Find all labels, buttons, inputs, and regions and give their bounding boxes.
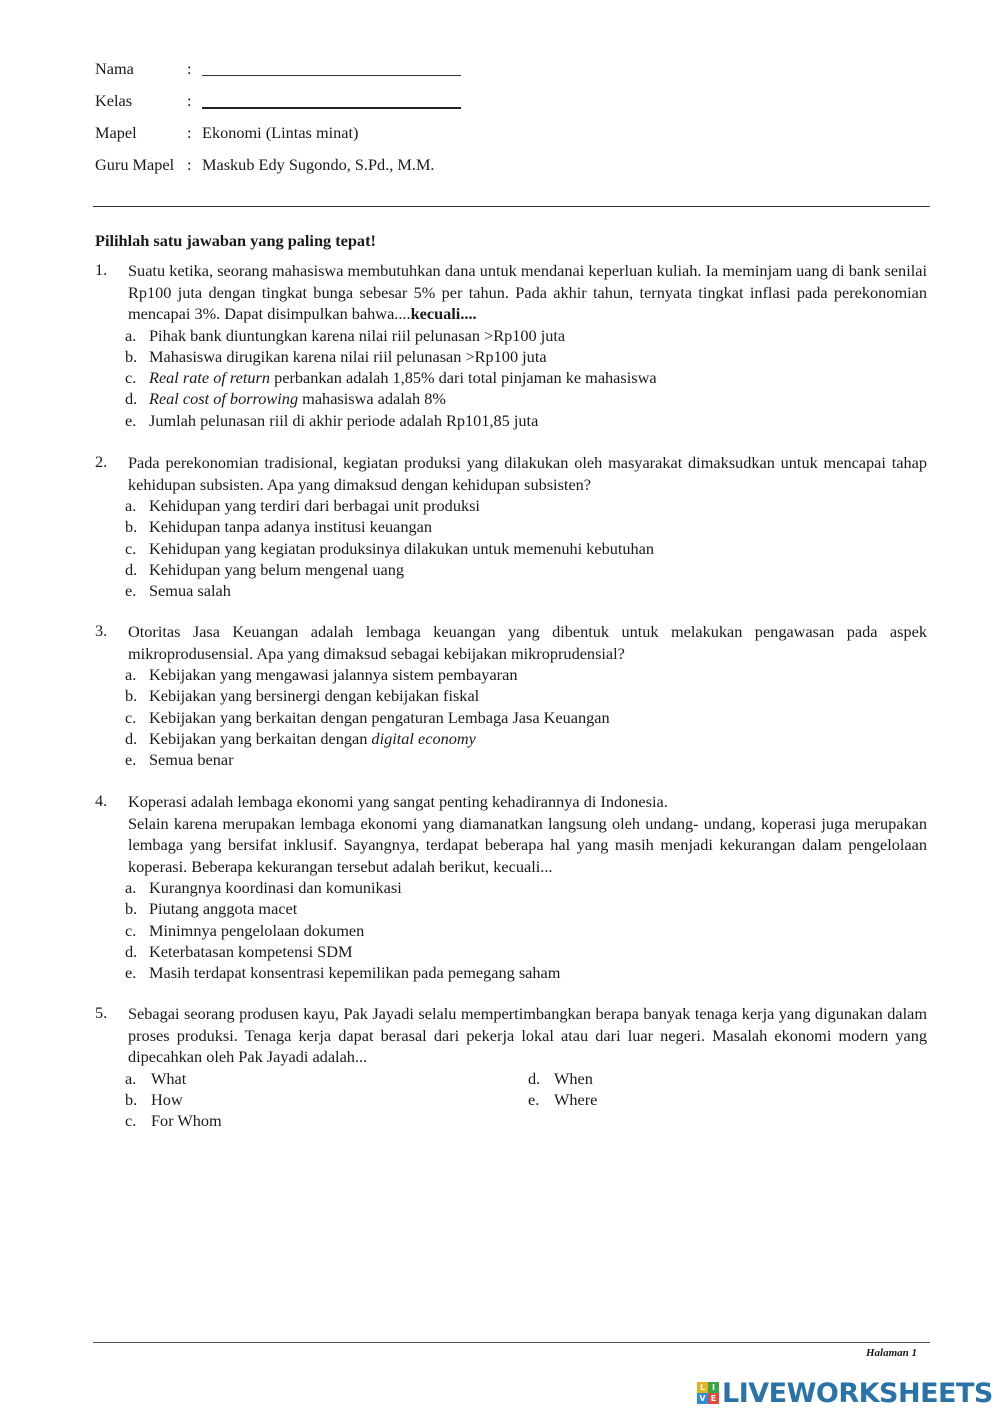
option-b[interactable]: b. Mahasiswa dirugikan karena nilai riil pelunasan >Rp100 juta xyxy=(125,346,547,366)
option-e[interactable]: e. Masih terdapat konsentrasi kepemilikan pada pemegang saham xyxy=(125,963,561,983)
option-c[interactable]: c. Kehidupan yang kegiatan produksinya dilakukan untuk memenuhi kebutuhan xyxy=(125,538,655,558)
field-label: Nama xyxy=(95,59,134,78)
field-mapel xyxy=(95,123,515,145)
question-number: 3. xyxy=(95,621,108,640)
footer-divider xyxy=(93,1342,930,1343)
option-b[interactable]: b. Piutang anggota macet xyxy=(125,899,298,919)
option-d[interactable]: d. When xyxy=(528,1068,593,1088)
question-5 xyxy=(95,1003,927,1132)
field-colon: : xyxy=(187,59,192,78)
question-number: 5. xyxy=(95,1003,108,1022)
question-4 xyxy=(95,791,927,983)
option-b[interactable]: b. Kebijakan yang bersinergi dengan kebijakan fiskal xyxy=(125,686,480,706)
question-1 xyxy=(95,260,927,431)
field-colon: : xyxy=(187,91,192,110)
option-a[interactable]: a. Kurangnya koordinasi dan komunikasi xyxy=(125,878,402,897)
liveworksheets-logo-icon: L I V E xyxy=(697,1382,719,1404)
option-c[interactable]: c. Minimnya pengelolaan dokumen xyxy=(125,920,365,940)
field-label: Kelas xyxy=(95,91,133,110)
option-b[interactable]: b. Kehidupan tanpa adanya institusi keuangan xyxy=(125,517,433,537)
options-list xyxy=(125,877,927,983)
options-grid xyxy=(125,1068,927,1132)
question-number: 1. xyxy=(95,260,108,279)
field-nama xyxy=(95,59,515,81)
options-list xyxy=(125,495,927,601)
option-a[interactable]: a. Pihak bank diuntungkan karena nilai riil pelunasan >Rp100 juta xyxy=(125,325,566,345)
field-label: Mapel xyxy=(95,123,137,142)
kelas-blank-line[interactable] xyxy=(202,107,461,109)
field-value: Maskub Edy Sugondo, S.Pd., M.M. xyxy=(202,155,435,174)
header-divider xyxy=(93,206,930,207)
option-d[interactable]: d. Real cost of borrowing mahasiswa adalah 8% xyxy=(125,389,446,409)
field-guru-mapel xyxy=(95,155,515,177)
question-number: 2. xyxy=(95,452,108,471)
question-stem: Otoritas Jasa Keuangan adalah lembaga keuangan yang dibentuk untuk melakukan pengawasan pada aspek mikroprodusensial. Apa yang dimaksud sebagai kebijakan mikroprudensial? xyxy=(128,622,927,663)
question-3 xyxy=(95,621,927,770)
option-a[interactable]: a. Kebijakan yang mengawasi jalannya sistem pembayaran xyxy=(125,665,518,684)
option-e[interactable]: e. Semua salah xyxy=(125,581,231,601)
option-d[interactable]: d. Kebijakan yang berkaitan dengan digital economy xyxy=(125,728,476,748)
option-d[interactable]: d. Keterbatasan kompetensi SDM xyxy=(125,941,353,961)
field-value: Ekonomi (Lintas minat) xyxy=(202,123,359,142)
options-list xyxy=(125,664,927,770)
option-b[interactable]: b. How xyxy=(125,1089,183,1109)
question-stem-intro: Koperasi adalah lembaga ekonomi yang sangat penting kehadirannya di Indonesia. xyxy=(128,792,668,811)
option-c[interactable]: c. Real rate of return perbankan adalah 1,85% dari total pinjaman ke mahasiswa xyxy=(125,368,657,388)
question-number: 4. xyxy=(95,791,108,810)
option-a[interactable]: a. Kehidupan yang terdiri dari berbagai unit produksi xyxy=(125,496,480,515)
option-e[interactable]: e. Jumlah pelunasan riil di akhir periode adalah Rp101,85 juta xyxy=(125,410,539,430)
option-e[interactable]: e. Where xyxy=(528,1089,598,1109)
option-c[interactable]: c. For Whom xyxy=(125,1110,222,1130)
question-stem: Suatu ketika, seorang mahasiswa membutuhkan dana untuk mendanai keperluan kuliah. Ia meminjam uang di bank senilai Rp100 juta dengan tingkat bunga sebesar 5% per tahun. Pada akhir tahun, ternyata tingkat inflasi pada perekonomian mencapai 3%. Dapat disimpulkan bahwa....kecuali.... xyxy=(128,261,927,323)
field-colon: : xyxy=(187,155,192,174)
option-a[interactable]: a. What xyxy=(125,1068,187,1088)
option-c[interactable]: c. Kebijakan yang berkaitan dengan pengaturan Lembaga Jasa Keuangan xyxy=(125,707,610,727)
liveworksheets-brand xyxy=(697,1378,993,1408)
options-list xyxy=(125,325,927,431)
question-stem: Sebagai seorang produsen kayu, Pak Jayadi selalu mempertimbangkan berapa banyak tenaga kerja yang digunakan dalam proses produksi. Tenaga kerja dapat berasal dari pekerja lokal atau dari luar negeri. Masalah ekonomi modern yang dipecahkan oleh Pak Jayadi adalah... xyxy=(128,1004,927,1066)
option-d[interactable]: d. Kehidupan yang belum mengenal uang xyxy=(125,559,404,579)
question-2 xyxy=(95,452,927,601)
question-stem: Pada perekonomian tradisional, kegiatan produksi yang dilakukan oleh masyarakat dimaksudkan untuk mencapai tahap kehidupan subsisten. Apa yang dimaksud dengan kehidupan subsisten? xyxy=(128,453,927,494)
field-colon: : xyxy=(187,123,192,142)
question-stem: Selain karena merupakan lembaga ekonomi yang diamanatkan langsung oleh undang- undang, koperasi juga merupakan lembaga yang bersifat inklusif. Sayangnya, terdapat beberapa hal yang masih menjadi kekurangan dalam pengelolaan koperasi. Beberapa kekurangan tersebut adalah berikut, kecuali... xyxy=(128,813,927,876)
nama-blank-line[interactable] xyxy=(202,75,461,76)
page-number: Halaman 1 xyxy=(866,1347,918,1359)
field-kelas xyxy=(95,91,515,113)
instruction: Pilihlah satu jawaban yang paling tepat! xyxy=(95,231,376,250)
option-e[interactable]: e. Semua benar xyxy=(125,750,234,770)
stem-emphasis: kecuali.... xyxy=(410,304,477,323)
brand-wordmark: LIVEWORKSHEETS xyxy=(722,1377,993,1409)
field-label: Guru Mapel xyxy=(95,155,175,174)
